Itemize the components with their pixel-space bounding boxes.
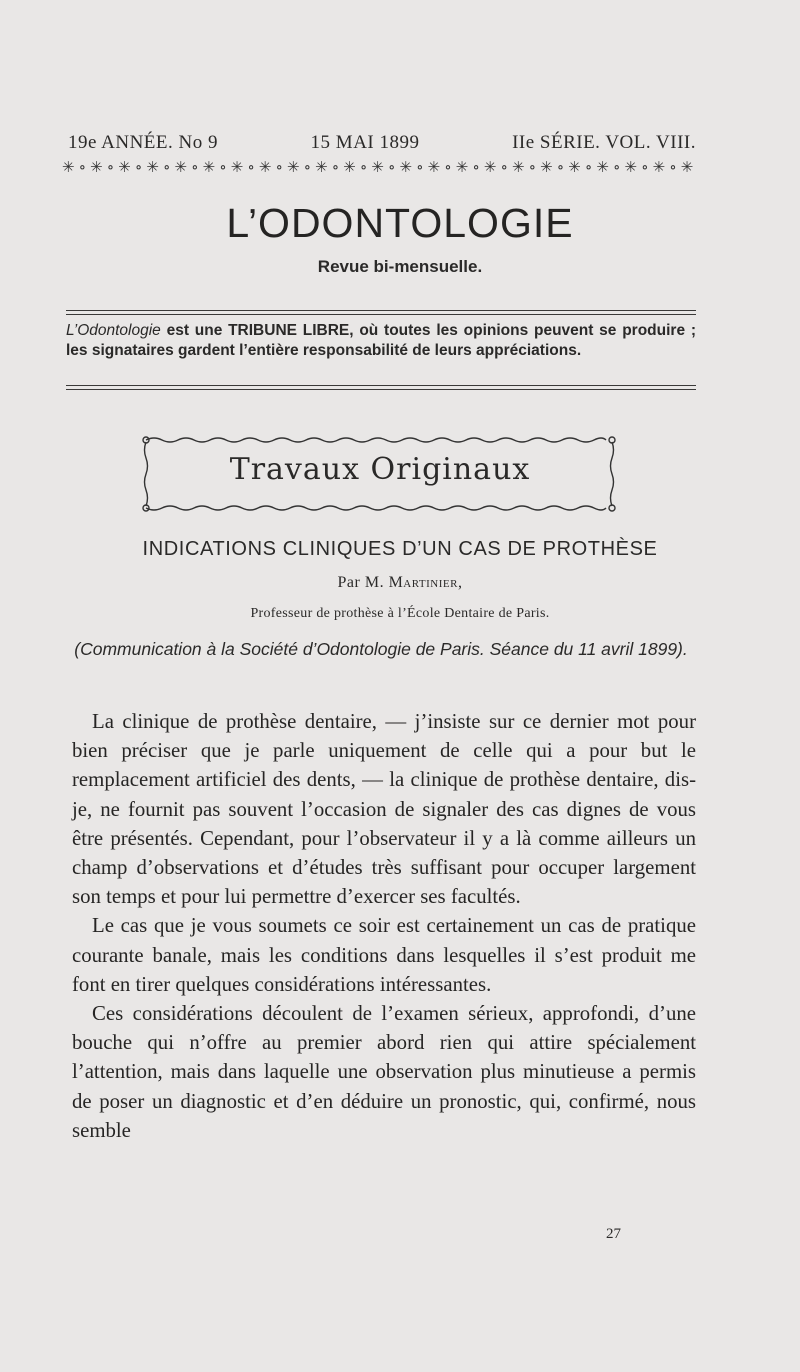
section-title: Travaux Originaux [229, 452, 531, 487]
journal-subtitle: Revue bi-mensuelle. [317, 257, 483, 276]
star-ornament-icon: ✳ [315, 158, 328, 176]
star-ornament-icon: ✳ [230, 158, 244, 176]
bottom-rule-double [66, 389, 696, 390]
article-byline [0, 574, 800, 592]
issue-year-number: 19e ANNÉE. No 9 [68, 132, 218, 153]
communication-note: (Communication à la Société d’Odontologie de Paris. Séance du 11 avril 1899). [74, 639, 688, 659]
star-ornament-icon: ✳ [427, 158, 441, 176]
paragraph: Le cas que je vous soumets ce soir est certainement un cas de pratique courante banale, mais les conditions dans lesquelles il s’est produit me font en tirer quelques considérations intéressantes. [72, 914, 696, 996]
notice-text: est une TRIBUNE LIBRE, où toutes les opinions peuvent se produire ; les signataires gardent l’entière responsabilité de leurs appréciations. [66, 322, 696, 359]
star-ornament-icon: ✳ [287, 158, 300, 176]
star-ornament-icon: ✳ [399, 158, 413, 176]
star-ornament-icon: ✳ [483, 158, 497, 176]
editorial-notice [66, 321, 696, 361]
star-ornament-icon: ✳ [174, 158, 188, 176]
byline-prefix: Par M. [337, 574, 389, 591]
article-body [72, 707, 696, 1145]
section-heading-frame [140, 430, 620, 516]
article-author: Martinier, [388, 574, 463, 591]
star-ornament-icon: ✳ [568, 158, 581, 176]
star-ornament-icon: ✳ [90, 158, 103, 176]
star-ornament-icon: ✳ [596, 158, 609, 176]
issue-header [68, 132, 696, 154]
notice-journal-name: L’Odontologie [66, 322, 161, 339]
star-ornament-icon: ✳ [343, 158, 356, 176]
star-ornament-icon: ✳ [118, 158, 131, 176]
article-title: INDICATIONS CLINIQUES D’UN CAS DE PROTHÈSE [142, 538, 658, 560]
star-ornament-icon: ✳ [624, 158, 638, 176]
issue-series-volume: IIe SÉRIE. VOL. VIII. [512, 132, 696, 153]
star-ornament-icon: ✳ [371, 158, 384, 176]
star-ornament-icon: ✳ [455, 158, 469, 176]
star-ornament-icon: ✳ [258, 158, 272, 176]
top-rule-double [66, 314, 696, 315]
star-ornament-icon: ✳ [62, 158, 75, 176]
journal-title: L’ODONTOLOGIE [226, 200, 574, 246]
top-rule [66, 310, 696, 311]
page-number: 27 [606, 1226, 621, 1242]
paragraph: La clinique de prothèse dentaire, — j’insiste sur ce dernier mot pour bien préciser que je parle uniquement de celle qui a pour but le remplacement artificiel des dents, — la clinique de prothèse dentaire, dis-je, ne fournit pas souvent l’occasion de signaler des cas dignes de vous être présentés. Cependant, pour l’observateur il y a là comme ailleurs un champ d’observations et d’études très suffisant pour occuper largement son temps et pour lui permettre d’exercer ses facultés. [72, 710, 696, 909]
issue-date: 15 MAI 1899 [310, 132, 420, 153]
star-ornament-icon: ✳ [512, 158, 525, 176]
star-ornament-icon: ✳ [146, 158, 159, 176]
author-affiliation: Professeur de prothèse à l’École Dentaire de Paris. [250, 606, 550, 621]
paragraph: Ces considérations découlent de l’examen sérieux, approfondi, d’une bouche qui n’offre au premier abord rien qui attire spécialement l’attention, mais dans laquelle une observation plus minutieuse a permis de poser un diagnostic et d’en déduire un pronostic, qui, confirmé, nous semble [72, 1002, 696, 1142]
star-ornament-icon: ✳ [652, 158, 666, 176]
star-ornament-icon: ✳ [540, 158, 553, 176]
star-ornament-icon: ✳ [680, 158, 694, 176]
star-ornament-icon: ✳ [202, 158, 216, 176]
star-ornament-row: ✳ ∘ ✳ ∘ ✳ ∘ ✳ ∘ ✳ ∘ ✳ ∘ ✳ ∘ ✳ ∘ ✳ ∘ ✳ ∘ ✳ ∘ ✳ ∘ ✳ ∘ ✳ ∘ ✳ ∘ ✳ ∘ ✳ ∘ ✳ ∘ ✳ ∘ ✳ ∘ ✳ ∘ ✳ ∘ ✳ [62, 158, 694, 176]
bottom-rule [66, 385, 696, 386]
